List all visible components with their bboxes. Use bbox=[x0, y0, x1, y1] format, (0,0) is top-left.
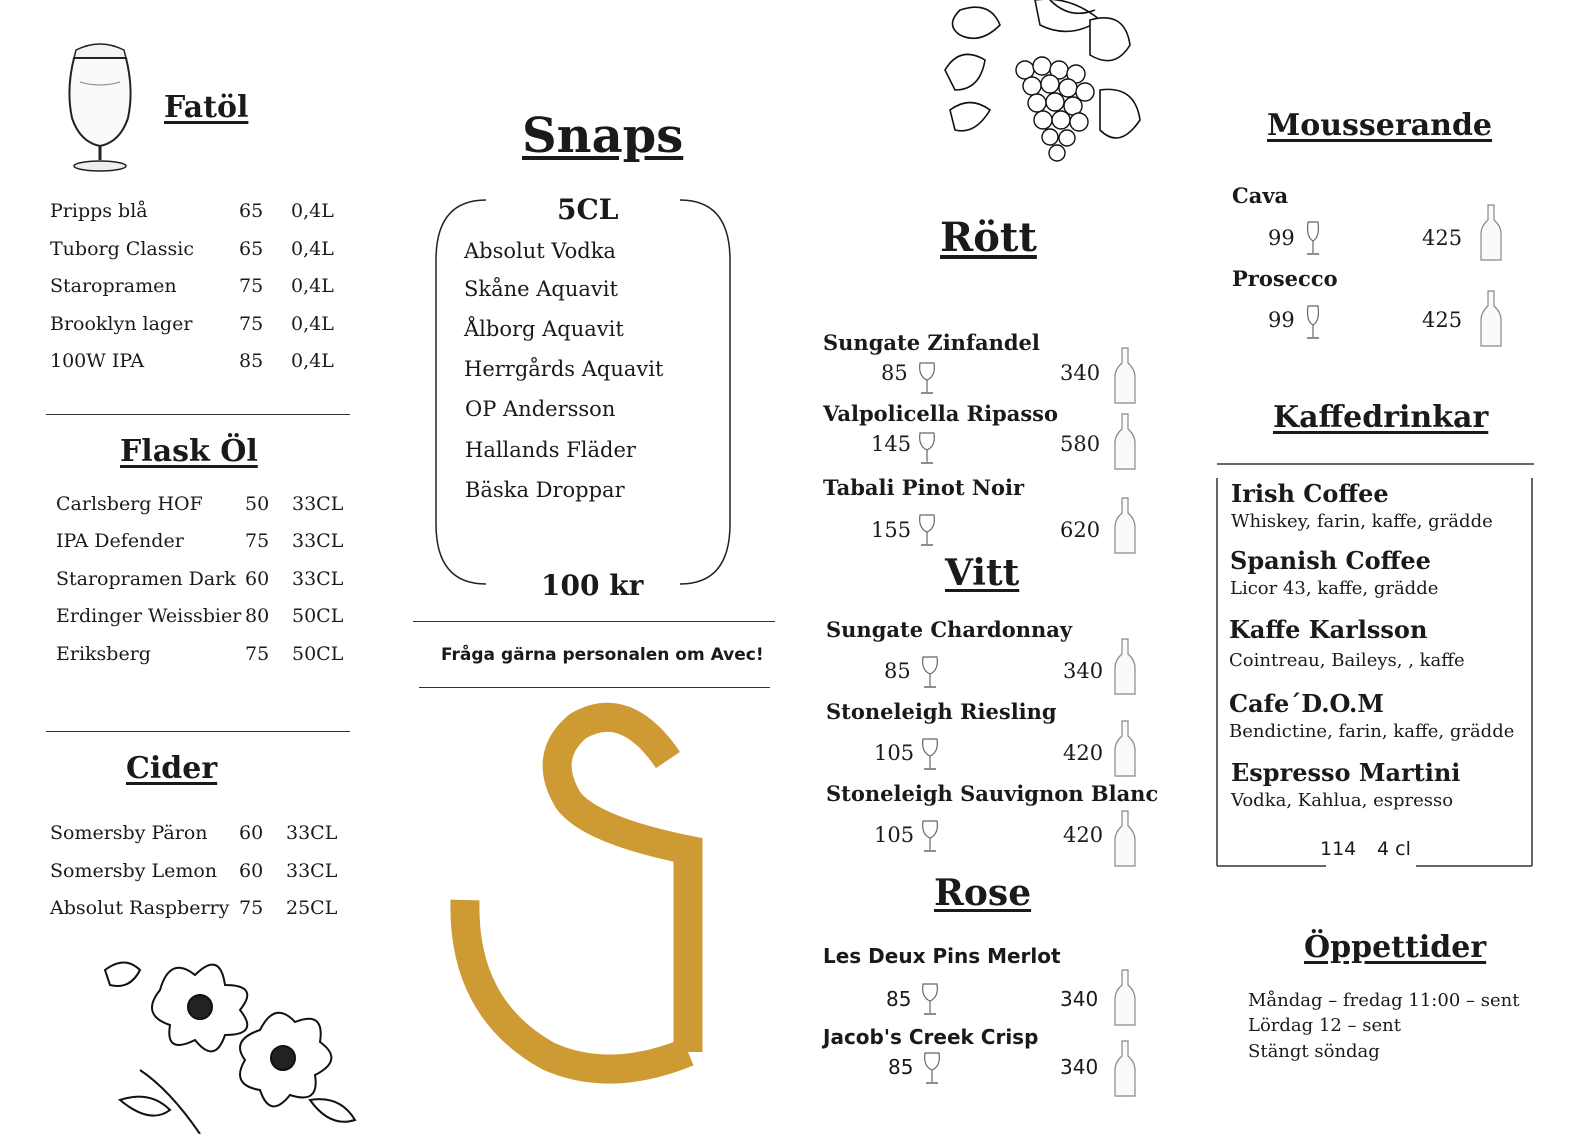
rose-title: Rose bbox=[934, 872, 1032, 914]
coffee-desc: Vodka, Kahlua, espresso bbox=[1231, 790, 1454, 811]
flaskol-item-price: 80 bbox=[245, 605, 270, 627]
divider bbox=[419, 687, 770, 688]
wine-bottle-icon bbox=[1480, 290, 1502, 348]
flaskol-item-size: 33CL bbox=[292, 530, 344, 552]
glass-price: 155 bbox=[871, 518, 912, 542]
champagne-glass-icon bbox=[1305, 305, 1321, 341]
champagne-glass-icon bbox=[1305, 221, 1321, 257]
wine-name: Jacob's Creek Crisp bbox=[823, 1025, 1039, 1049]
snaps-item: Herrgårds Aquavit bbox=[464, 357, 664, 381]
flaskol-item-name: Eriksberg bbox=[56, 643, 151, 665]
flower-illustration bbox=[100, 950, 360, 1134]
glass-price: 99 bbox=[1268, 308, 1295, 332]
cider-item-price: 75 bbox=[239, 897, 264, 919]
divider bbox=[46, 731, 350, 732]
glass-price: 85 bbox=[881, 361, 908, 385]
coffee-name: Irish Coffee bbox=[1231, 479, 1389, 508]
bottle-price: 620 bbox=[1060, 518, 1101, 542]
bottle-price: 340 bbox=[1060, 1055, 1099, 1079]
wine-bottle-icon bbox=[1114, 720, 1136, 778]
coffee-name: Spanish Coffee bbox=[1230, 546, 1431, 575]
grapes-illustration bbox=[940, 0, 1144, 170]
flaskol-title: Flask Öl bbox=[120, 434, 258, 469]
wine-name: Cava bbox=[1232, 183, 1289, 208]
snaps-item: OP Andersson bbox=[465, 397, 616, 421]
vitt-title: Vitt bbox=[945, 552, 1020, 594]
wine-bottle-icon bbox=[1114, 347, 1136, 405]
wine-bottle-icon bbox=[1114, 497, 1136, 555]
bottle-price: 420 bbox=[1063, 741, 1104, 765]
snaps-item: Skåne Aquavit bbox=[464, 277, 618, 301]
cider-title: Cider bbox=[126, 751, 218, 786]
glass-price: 105 bbox=[874, 823, 915, 847]
bottle-price: 340 bbox=[1060, 987, 1099, 1011]
flaskol-item-size: 33CL bbox=[292, 568, 344, 590]
snaps-item: Bäska Droppar bbox=[465, 478, 625, 502]
wine-bottle-icon bbox=[1114, 969, 1136, 1027]
cider-item-name: Somersby Lemon bbox=[50, 860, 218, 882]
fatol-item-price: 65 bbox=[239, 200, 264, 222]
flaskol-item-price: 75 bbox=[245, 643, 270, 665]
avec-note: Fråga gärna personalen om Avec! bbox=[441, 645, 764, 665]
snaps-volume: 5CL bbox=[557, 193, 619, 226]
coffee-desc: Cointreau, Baileys, , kaffe bbox=[1229, 650, 1465, 671]
coffee-price: 114 bbox=[1320, 838, 1357, 860]
bottle-price: 340 bbox=[1063, 659, 1104, 683]
glass-price: 145 bbox=[871, 432, 912, 456]
wine-glass-icon bbox=[918, 514, 936, 548]
wine-glass-icon bbox=[918, 432, 936, 466]
flaskol-item-name: Staropramen Dark bbox=[56, 568, 236, 590]
rott-title: Rött bbox=[940, 214, 1037, 261]
flaskol-item-name: Carlsberg HOF bbox=[56, 493, 203, 515]
flaskol-item-size: 33CL bbox=[292, 493, 344, 515]
fatol-title: Fatöl bbox=[164, 90, 249, 125]
glass-price: 85 bbox=[888, 1055, 914, 1079]
wine-glass-icon bbox=[921, 738, 939, 772]
bottle-price: 340 bbox=[1060, 361, 1101, 385]
glass-price: 85 bbox=[886, 987, 912, 1011]
bottle-price: 580 bbox=[1060, 432, 1101, 456]
mousserande-title: Mousserande bbox=[1267, 108, 1493, 143]
flaskol-item-size: 50CL bbox=[292, 605, 344, 627]
bottle-price: 425 bbox=[1422, 308, 1463, 332]
snaps-item: Absolut Vodka bbox=[464, 239, 616, 263]
coffee-name: Cafe´D.O.M bbox=[1229, 689, 1384, 718]
fatol-item-size: 0,4L bbox=[291, 238, 334, 260]
wine-name: Sungate Zinfandel bbox=[823, 330, 1040, 355]
fatol-item-price: 65 bbox=[239, 238, 264, 260]
wine-name: Valpolicella Ripasso bbox=[823, 401, 1058, 426]
s-logo bbox=[450, 712, 714, 1074]
coffee-desc: Whiskey, farin, kaffe, grädde bbox=[1231, 511, 1493, 532]
wine-name: Stoneleigh Riesling bbox=[826, 699, 1057, 724]
divider bbox=[46, 414, 350, 415]
divider bbox=[413, 621, 775, 622]
flaskol-item-name: Erdinger Weissbier bbox=[56, 605, 242, 627]
wine-bottle-icon bbox=[1114, 413, 1136, 471]
snaps-item: Ålborg Aquavit bbox=[464, 317, 624, 341]
cider-item-size: 25CL bbox=[286, 897, 338, 919]
wine-glass-icon bbox=[923, 1052, 941, 1086]
flaskol-item-name: IPA Defender bbox=[56, 530, 184, 552]
fatol-item-name: 100W IPA bbox=[50, 350, 145, 372]
bottle-price: 420 bbox=[1063, 823, 1104, 847]
cider-item-size: 33CL bbox=[286, 822, 338, 844]
fatol-item-name: Pripps blå bbox=[50, 200, 148, 222]
coffee-volume: 4 cl bbox=[1377, 838, 1411, 860]
glass-price: 85 bbox=[884, 659, 911, 683]
hours-line: Lördag 12 – sent bbox=[1248, 1015, 1401, 1036]
flaskol-item-price: 50 bbox=[245, 493, 270, 515]
hours-line: Stängt söndag bbox=[1248, 1041, 1380, 1062]
cider-item-name: Absolut Raspberry bbox=[50, 897, 230, 919]
wine-bottle-icon bbox=[1114, 810, 1136, 868]
coffee-desc: Licor 43, kaffe, grädde bbox=[1230, 578, 1439, 599]
cider-item-name: Somersby Päron bbox=[50, 822, 208, 844]
wine-bottle-icon bbox=[1114, 638, 1136, 696]
wine-name: Les Deux Pins Merlot bbox=[823, 944, 1061, 968]
fatol-item-name: Tuborg Classic bbox=[50, 238, 194, 260]
flaskol-item-price: 60 bbox=[245, 568, 270, 590]
bottle-price: 425 bbox=[1422, 226, 1463, 250]
wine-name: Stoneleigh Sauvignon Blanc bbox=[826, 781, 1159, 806]
fatol-item-name: Staropramen bbox=[50, 275, 177, 297]
glass-price: 105 bbox=[874, 741, 915, 765]
wine-glass-icon bbox=[921, 820, 939, 854]
wine-name: Sungate Chardonnay bbox=[826, 617, 1073, 642]
fatol-item-size: 0,4L bbox=[291, 200, 334, 222]
fatol-item-size: 0,4L bbox=[291, 275, 334, 297]
fatol-item-price: 75 bbox=[239, 275, 264, 297]
cider-item-size: 33CL bbox=[286, 860, 338, 882]
coffee-name: Kaffe Karlsson bbox=[1229, 615, 1428, 644]
wine-glass-icon bbox=[921, 656, 939, 690]
coffee-name: Espresso Martini bbox=[1231, 758, 1461, 787]
wine-glass-icon bbox=[918, 362, 936, 396]
wine-glass-icon bbox=[921, 983, 939, 1017]
beer-glass-illustration bbox=[62, 42, 138, 174]
snaps-price: 100 kr bbox=[541, 569, 644, 602]
snaps-item: Hallands Fläder bbox=[465, 438, 636, 462]
wine-name: Prosecco bbox=[1232, 266, 1338, 291]
fatol-item-price: 75 bbox=[239, 313, 264, 335]
cider-item-price: 60 bbox=[239, 822, 264, 844]
flaskol-item-size: 50CL bbox=[292, 643, 344, 665]
wine-bottle-icon bbox=[1480, 204, 1502, 262]
coffee-desc: Bendictine, farin, kaffe, grädde bbox=[1229, 721, 1515, 742]
fatol-item-name: Brooklyn lager bbox=[50, 313, 193, 335]
flaskol-item-price: 75 bbox=[245, 530, 270, 552]
fatol-item-size: 0,4L bbox=[291, 350, 334, 372]
cider-item-price: 60 bbox=[239, 860, 264, 882]
hours-line: Måndag – fredag 11:00 – sent bbox=[1248, 990, 1520, 1011]
fatol-item-size: 0,4L bbox=[291, 313, 334, 335]
kaffe-title: Kaffedrinkar bbox=[1273, 400, 1489, 435]
snaps-title: Snaps bbox=[522, 108, 684, 164]
fatol-item-price: 85 bbox=[239, 350, 264, 372]
glass-price: 99 bbox=[1268, 226, 1295, 250]
wine-bottle-icon bbox=[1114, 1040, 1136, 1098]
hours-title: Öppettider bbox=[1304, 930, 1487, 965]
wine-name: Tabali Pinot Noir bbox=[823, 475, 1025, 500]
